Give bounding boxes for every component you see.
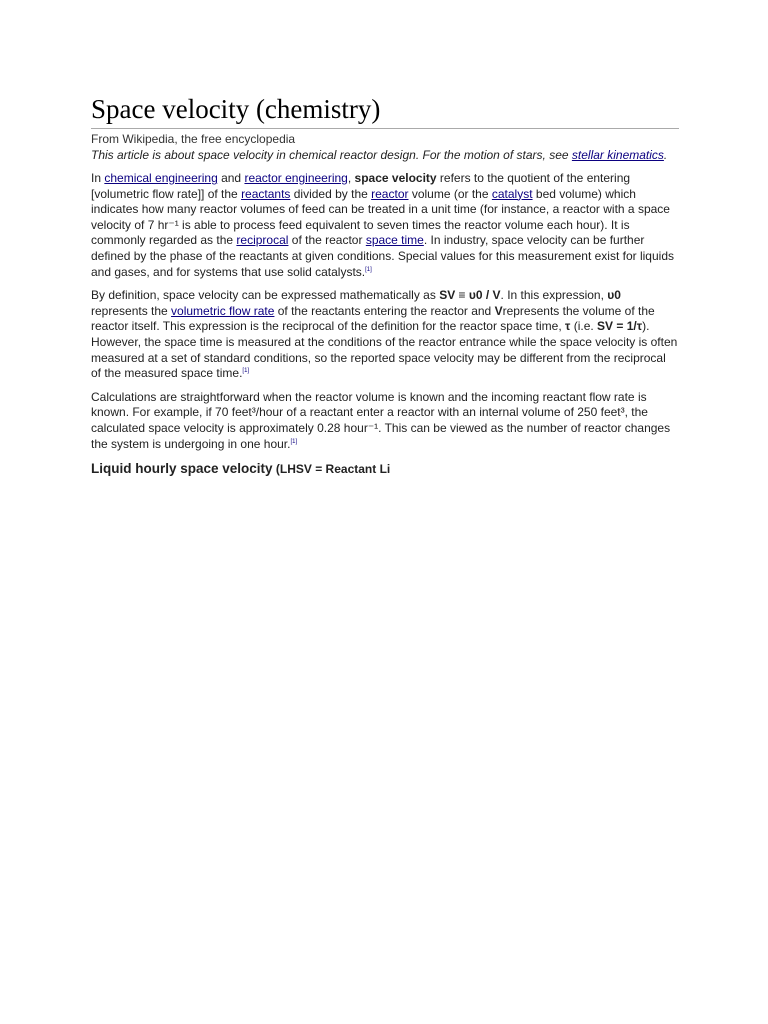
hatnote-end: . bbox=[663, 148, 668, 162]
link-reactor-engineering[interactable]: reactor engineering bbox=[244, 171, 348, 185]
text: By definition, space velocity can be expressed mathematically as bbox=[91, 288, 440, 303]
text: In bbox=[91, 171, 105, 185]
link-chemical-engineering[interactable]: chemical engineering bbox=[104, 171, 218, 185]
text: , bbox=[347, 171, 355, 185]
text: represents the bbox=[91, 303, 172, 318]
link-volumetric-flow-rate[interactable]: volumetric flow rate bbox=[171, 303, 275, 318]
bold-term: space velocity bbox=[354, 171, 437, 185]
link-catalyst[interactable]: catalyst bbox=[491, 186, 533, 201]
formula: SV ≡ υ0 / V bbox=[439, 288, 501, 303]
link-reciprocal[interactable]: reciprocal bbox=[236, 233, 289, 248]
link-reactants[interactable]: reactants bbox=[241, 186, 291, 201]
paragraph-intro bbox=[91, 171, 679, 280]
text: . In this expression, bbox=[500, 288, 608, 303]
article bbox=[91, 92, 679, 478]
paragraph-calculations bbox=[91, 390, 679, 452]
heading-text: Liquid hourly space velocity bbox=[91, 461, 273, 477]
text: and bbox=[217, 171, 245, 185]
text: . In industry, space velocity can be further defined by the phase of the reactants at given conditions. Special values for this measurement exist for liquids and gases, and for systems that use solid catalysts. bbox=[91, 233, 674, 279]
text: of the reactants entering the reactor and bbox=[274, 303, 495, 318]
text: bed volume) which indicates how many reactor volumes of feed can be treated in a unit time (for instance, a reactor with a space velocity of 7 hr⁻¹ is able to process feed equivalent to seven times the reactor volume each hour). It is commonly regarded as the bbox=[91, 186, 670, 248]
link-space-time[interactable]: space time bbox=[365, 233, 424, 248]
text: Calculations are straightforward when the reactor volume is known and the incoming reactant flow rate is known. For example, if 70 feet³/hour of a reactant enter a reactor with an internal volume of 250 feet³, the calculated space velocity is approximately 0.28 hour⁻¹. This can be viewed as the number of reactor changes the system is undergoing in one hour. bbox=[91, 389, 671, 451]
hatnote-text: This article is about space velocity in chemical reactor design. For the motion of stars, see bbox=[91, 148, 572, 162]
tagline: From Wikipedia, the free encyclopedia bbox=[91, 132, 296, 146]
formula: SV = 1/τ bbox=[597, 319, 643, 334]
text: refers to the quotient of the entering [volumetric flow rate]] of the bbox=[91, 171, 631, 201]
section-heading-lhsv bbox=[91, 460, 679, 478]
reference-link[interactable]: [1] bbox=[290, 438, 298, 445]
page-title: Space velocity (chemistry) bbox=[91, 92, 679, 129]
text: of the reactor bbox=[288, 233, 366, 248]
text: represents the volume of the reactor itself. This expression is the reciprocal of the definition for the reactor space time, bbox=[91, 303, 655, 334]
paragraph-definition bbox=[91, 288, 679, 382]
text: divided by the bbox=[290, 186, 372, 201]
symbol: τ bbox=[565, 319, 571, 334]
text: ). However, the space time is measured at the conditions of the reactor entrance while the space velocity is often measured at a set of standard conditions, so the reported space velocity may be different from the reciprocal of the measured space time. bbox=[91, 319, 678, 381]
hatnote bbox=[91, 147, 679, 163]
heading-formula-fragment: (LHSV = Reactant Li bbox=[272, 462, 391, 477]
reference-link[interactable]: [1] bbox=[242, 368, 250, 375]
symbol: V bbox=[494, 303, 503, 318]
link-reactor[interactable]: reactor bbox=[371, 186, 409, 201]
link-stellar-kinematics[interactable]: stellar kinematics bbox=[571, 148, 664, 162]
reference-link[interactable]: [1] bbox=[365, 266, 372, 273]
symbol: υ0 bbox=[607, 288, 621, 303]
text: (i.e. bbox=[570, 319, 598, 334]
text: volume (or the bbox=[408, 186, 492, 201]
